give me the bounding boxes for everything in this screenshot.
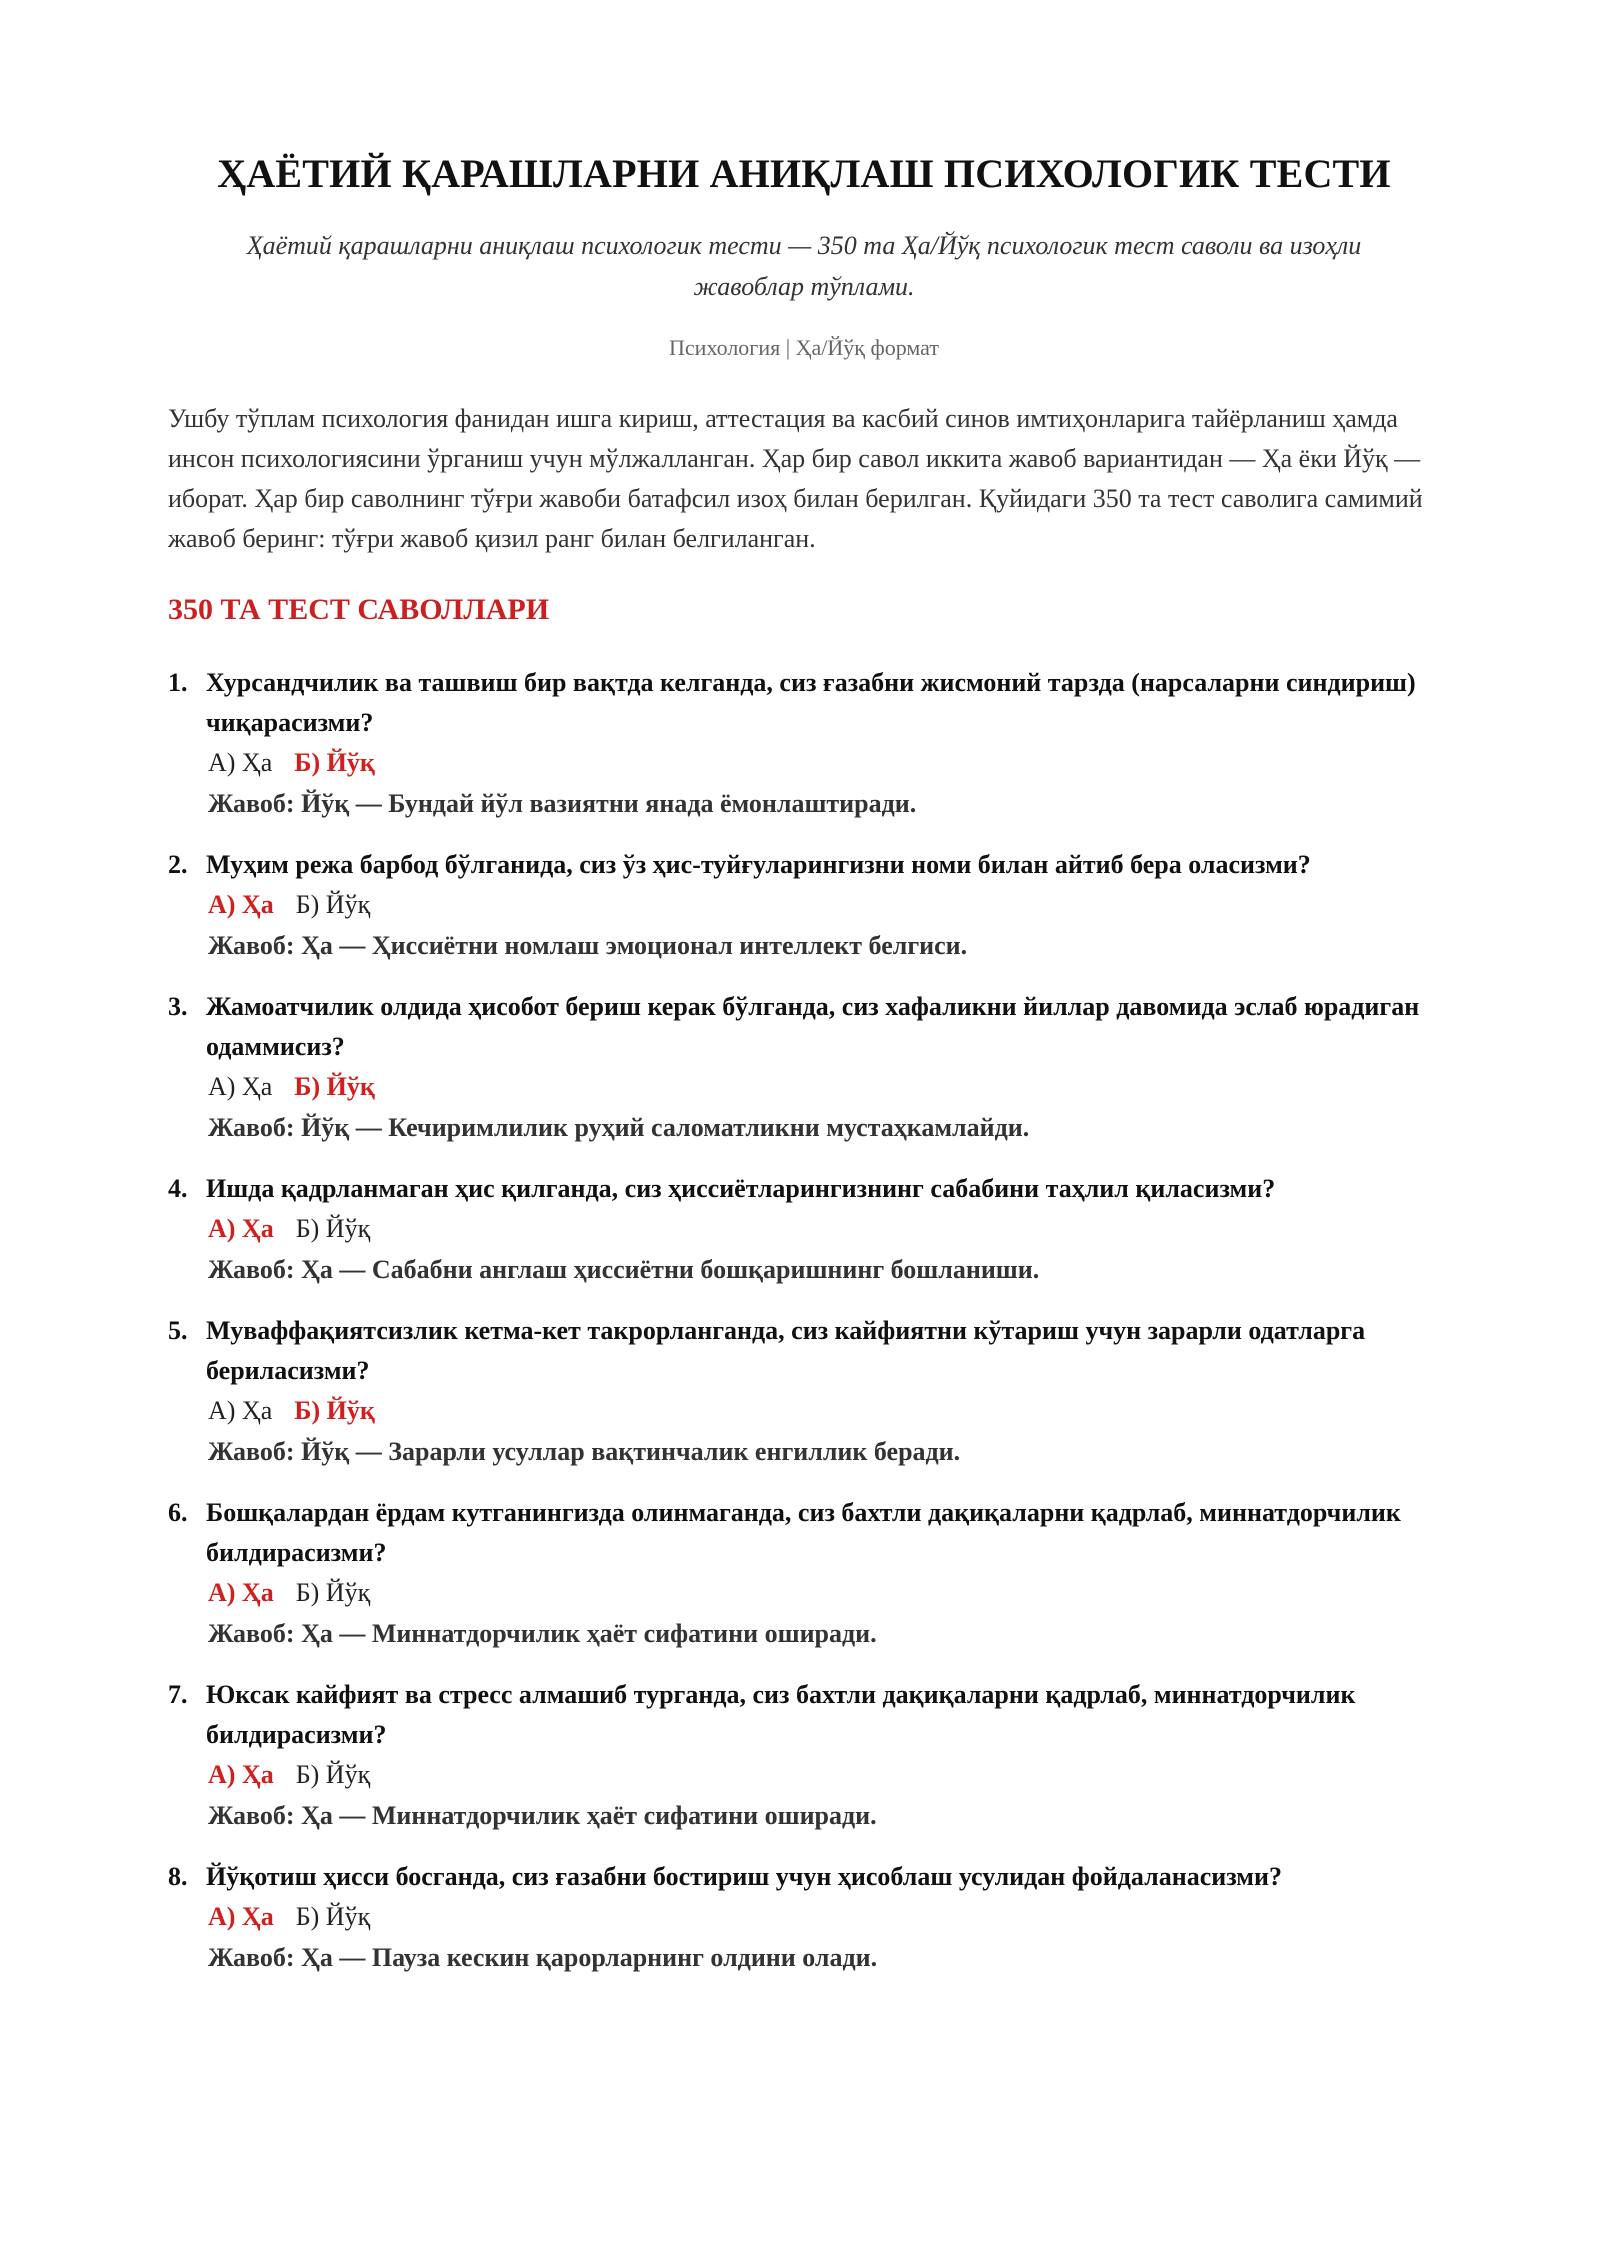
answer-options: [168, 1209, 1440, 1249]
question-text: [168, 1311, 1440, 1391]
option-a[interactable]: А) Ҳа: [208, 1072, 273, 1101]
question-number: 2.: [168, 850, 188, 879]
question-body: Жамоатчилик олдида ҳисобот бериш керак бўлганда, сиз хафаликни йиллар давомида эслаб юрадиган одаммисиз?: [206, 992, 1420, 1061]
question-text: [168, 1675, 1440, 1755]
option-b[interactable]: Б) Йўқ: [295, 1902, 371, 1931]
option-b[interactable]: Б) Йўқ: [295, 1578, 371, 1607]
answer-explanation: Жавоб: Ҳа — Миннатдорчилик ҳаёт сифатини оширади.: [208, 1801, 877, 1830]
option-a-correct[interactable]: А) Ҳа: [208, 1214, 274, 1243]
page-title: ҲАЁТИЙ ҚАРАШЛАРНИ АНИҚЛАШ ПСИХОЛОГИК ТЕСТИ: [217, 151, 1391, 196]
option-a[interactable]: А) Ҳа: [208, 1396, 273, 1425]
answer-explanation: Жавоб: Ҳа — Ҳиссиётни номлаш эмоционал интеллект белгиси.: [208, 931, 968, 960]
answer-options: [168, 885, 1440, 925]
option-b-correct[interactable]: Б) Йўқ: [294, 1396, 375, 1425]
intro-paragraph: Ушбу тўплам психология фанидан ишга кириш, аттестация ва касбий синов имтиҳонларига тайёрланиш ҳамда инсон психологиясини ўрганиш учун мўлжалланган. Ҳар бир савол иккита жавоб вариантидан — Ҳа ёки Йўқ — иборат. Ҳар бир саволнинг тўғри жавоби батафсил изоҳ билан берилган. Қуйидаги 350 та тест саволига самимий жавоб беринг: тўғри жавоб қизил ранг билан белгиланган.: [168, 404, 1423, 553]
option-a-correct[interactable]: А) Ҳа: [208, 890, 274, 919]
question-body: Хурсандчилик ва ташвиш бир вақтда келганда, сиз ғазабни жисмоний тарзда (нарсаларни синдириш) чиқарасизми?: [206, 668, 1416, 737]
answer-options: [168, 1573, 1440, 1613]
question-number: 3.: [168, 992, 188, 1021]
question-body: Муваффақиятсизлик кетма-кет такрорланганда, сиз кайфиятни кўтариш учун зарарли одатларга бериласизми?: [206, 1316, 1366, 1385]
question-number: 6.: [168, 1498, 188, 1527]
option-a-correct[interactable]: А) Ҳа: [208, 1902, 274, 1931]
answer-explanation: Жавоб: Ҳа — Пауза кескин қарорларнинг олдини олади.: [208, 1943, 878, 1972]
page-subtitle: Ҳаётий қарашларни аниқлаш психологик тести — 350 та Ҳа/Йўқ психологик тест саволи ва изоҳли жавоблар тўплами.: [246, 231, 1362, 301]
question-number: 7.: [168, 1680, 188, 1709]
answer-explanation: Жавоб: Ҳа — Миннатдорчилик ҳаёт сифатини оширади.: [208, 1619, 877, 1648]
question-number: 4.: [168, 1174, 188, 1203]
category-meta: Психология | Ҳа/Йўқ формат: [669, 335, 939, 360]
question-list: [168, 663, 1440, 1979]
option-b-correct[interactable]: Б) Йўқ: [294, 748, 375, 777]
question-text: [168, 1169, 1440, 1209]
answer-options: [168, 1755, 1440, 1795]
answer-options: [168, 1391, 1440, 1431]
question-item: [168, 1675, 1440, 1837]
answer-explanation: Жавоб: Ҳа — Сабабни англаш ҳиссиётни бошқаришнинг бошланиши.: [208, 1255, 1040, 1284]
option-b[interactable]: Б) Йўқ: [295, 890, 371, 919]
question-text: [168, 663, 1440, 743]
question-body: Юксак кайфият ва стресс алмашиб турганда, сиз бахтли дақиқаларни қадрлаб, миннатдорчилик билдирасизми?: [206, 1680, 1356, 1749]
answer-explanation: Жавоб: Йўқ — Бундай йўл вазиятни янада ёмонлаштиради.: [208, 789, 917, 818]
answer-options: [168, 1067, 1440, 1107]
option-a-correct[interactable]: А) Ҳа: [208, 1578, 274, 1607]
question-number: 8.: [168, 1862, 188, 1891]
question-item: [168, 845, 1440, 967]
question-item: [168, 987, 1440, 1149]
section-heading: 350 ТА ТЕСТ САВОЛЛАРИ: [168, 593, 550, 626]
question-text: [168, 845, 1440, 885]
question-text: [168, 987, 1440, 1067]
question-item: [168, 1169, 1440, 1291]
question-body: Муҳим режа барбод бўлганида, сиз ўз ҳис-туйғуларингизни номи билан айтиб бера оласизми?: [206, 850, 1311, 879]
answer-explanation: Жавоб: Йўқ — Кечиримлилик руҳий саломатликни мустаҳкамлайди.: [208, 1113, 1030, 1142]
answer-explanation: Жавоб: Йўқ — Зарарли усуллар вақтинчалик енгиллик беради.: [208, 1437, 961, 1466]
option-b[interactable]: Б) Йўқ: [295, 1760, 371, 1789]
option-a[interactable]: А) Ҳа: [208, 748, 273, 777]
question-text: [168, 1857, 1440, 1897]
answer-options: [168, 743, 1440, 783]
question-item: [168, 1311, 1440, 1473]
option-b[interactable]: Б) Йўқ: [295, 1214, 371, 1243]
question-text: [168, 1493, 1440, 1573]
question-item: [168, 1857, 1440, 1979]
answer-options: [168, 1897, 1440, 1937]
question-body: Бошқалардан ёрдам кутганингизда олинмаганда, сиз бахтли дақиқаларни қадрлаб, миннатдорчилик билдирасизми?: [206, 1498, 1401, 1567]
question-number: 5.: [168, 1316, 188, 1345]
question-item: [168, 1493, 1440, 1655]
question-body: Йўқотиш ҳисси босганда, сиз ғазабни бостириш учун ҳисоблаш усулидан фойдаланасизми?: [206, 1862, 1282, 1891]
option-b-correct[interactable]: Б) Йўқ: [294, 1072, 375, 1101]
question-item: [168, 663, 1440, 825]
question-body: Ишда қадрланмаган ҳис қилганда, сиз ҳиссиётларингизнинг сабабини таҳлил қиласизми?: [206, 1174, 1276, 1203]
question-number: 1.: [168, 668, 188, 697]
option-a-correct[interactable]: А) Ҳа: [208, 1760, 274, 1789]
